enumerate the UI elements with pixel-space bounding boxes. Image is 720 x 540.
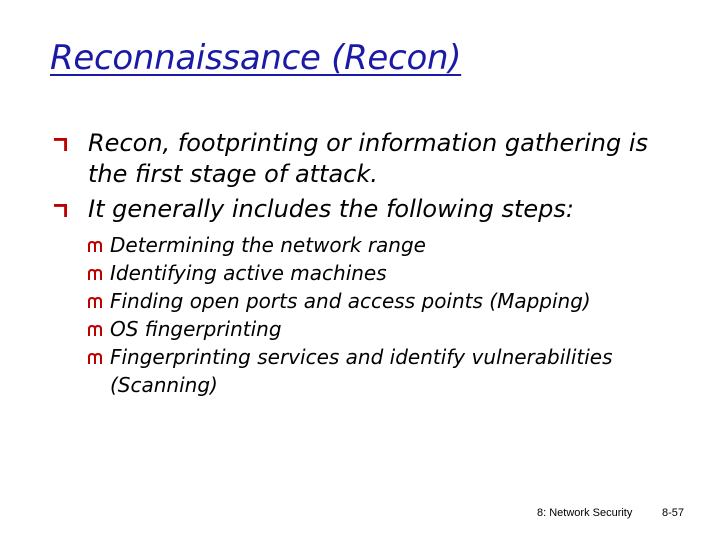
slide-title: Reconnaissance (Recon) xyxy=(50,38,462,78)
footer-section-label: 8: Network Security xyxy=(537,507,633,519)
sub-bullet-item xyxy=(52,315,692,343)
m-shaped-bullet-icon xyxy=(88,269,102,280)
bullet-item-recon-definition xyxy=(52,128,692,190)
sub-bullet-text: Fingerprinting services and identify vulnerabilities (Scanning) xyxy=(110,345,613,397)
m-shaped-bullet-icon xyxy=(88,325,102,336)
bullet-list xyxy=(52,128,692,399)
sub-bullet-text: Determining the network range xyxy=(110,233,426,257)
m-shaped-bullet-icon xyxy=(88,297,102,308)
bullet-text: It generally includes the following steps: xyxy=(88,195,574,223)
sub-bullet-item xyxy=(52,287,692,315)
sub-bullet-text: OS fingerprinting xyxy=(110,317,282,341)
sub-bullet-item xyxy=(52,259,692,287)
sub-bullet-item xyxy=(52,343,692,399)
sub-bullet-text: Finding open ports and access points (Mapping) xyxy=(110,289,591,313)
square-bracket-bullet-icon xyxy=(54,138,67,151)
sub-bullet-item xyxy=(52,231,692,259)
sub-bullet-text: Identifying active machines xyxy=(110,261,387,285)
m-shaped-bullet-icon xyxy=(88,353,102,364)
square-bracket-bullet-icon xyxy=(54,204,67,217)
m-shaped-bullet-icon xyxy=(88,241,102,252)
page-number: 8-57 xyxy=(662,507,685,519)
bullet-item-steps-intro xyxy=(52,194,692,225)
bullet-text: Recon, footprinting or information gathering is the first stage of attack. xyxy=(88,129,649,188)
